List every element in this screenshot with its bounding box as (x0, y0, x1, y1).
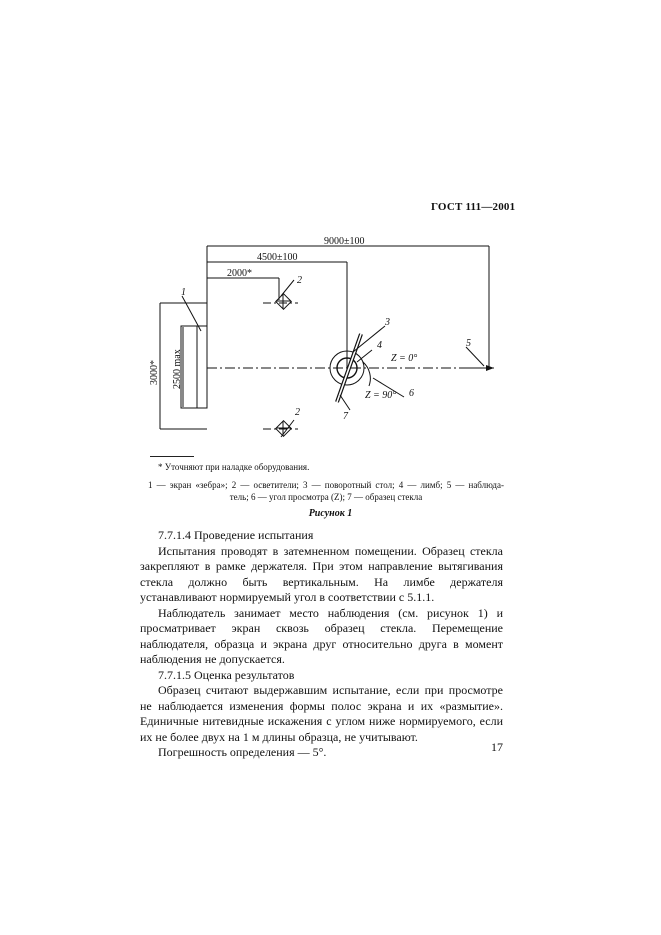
footnote: * Уточняют при наладке оборудования. (158, 462, 310, 472)
zebra-screen (181, 326, 207, 408)
legend-line-2: тель; 6 — угол просмотра (Z); 7 — образец стекла (229, 492, 423, 502)
leader-7 (340, 395, 350, 410)
label-table: 3 (385, 317, 390, 328)
dim-observer-value: 4500±100 (257, 252, 298, 263)
paragraph: Погрешность определения — 5°. (158, 745, 327, 759)
leader-2-top (281, 280, 294, 296)
leader-5 (466, 347, 484, 366)
paragraph: Испытания проводят в затемненном помещении. Образец стекла закрепляют в рамке держателя. При этом направление вытягивания стекла должно быть вертикальным. На лимбе держателя устанавливают нормируемый угол в соответствии с 5.1.1. (140, 543, 503, 604)
footnote-rule (150, 456, 194, 457)
label-limb: 4 (377, 340, 382, 351)
illuminator-top (276, 294, 292, 310)
figure-caption: Рисунок 1 (308, 508, 353, 519)
label-angle: 6 (409, 388, 414, 399)
paragraph: Наблюдатель занимает место наблюдения (см. рисунок 1) и просматривает экран сквозь образец стекла. Перемещение наблюдателя, образца и экрана друг относительно друга в момент наблюдения не допускается. (140, 605, 503, 666)
label-illuminator-top: 2 (297, 275, 302, 286)
body-text (140, 528, 503, 761)
dim-screen-width-value: 2500 max (172, 349, 183, 389)
label-illuminator-bottom: 2 (295, 407, 300, 418)
page-number: 17 (491, 740, 503, 754)
legend-line-1: 1 — экран «зебра»; 2 — осветители; 3 — поворотный стол; 4 — лимб; 5 — наблюда- (148, 480, 504, 490)
document-code: ГОСТ 111—2001 (431, 201, 516, 213)
angle-ninety-label: Z = 90° (365, 390, 397, 401)
label-screen: 1 (181, 287, 186, 298)
figure-legend (148, 479, 504, 503)
label-observer: 5 (466, 338, 471, 349)
paragraph: Образец считают выдержавшим испытание, если при просмотре не наблюдается изменения формы полос экрана и их «размытие». Единичные нитевидные искажения с углом ниже нормируемого, если их не более двух на 1 м длины образца, не учитывают. (140, 683, 503, 744)
section-heading-7-7-1-5: 7.7.1.5 Оценка результатов (158, 667, 295, 682)
angle-zero-label: Z = 0° (391, 353, 418, 364)
dim-illuminator-value: 2000* (227, 268, 252, 279)
label-sample: 7 (343, 411, 348, 422)
dim-total-value: 9000±100 (324, 236, 365, 247)
dim-screen-height-value: 3000* (149, 360, 160, 385)
section-heading-7-7-1-4: 7.7.1.4 Проведение испытания (158, 528, 314, 542)
